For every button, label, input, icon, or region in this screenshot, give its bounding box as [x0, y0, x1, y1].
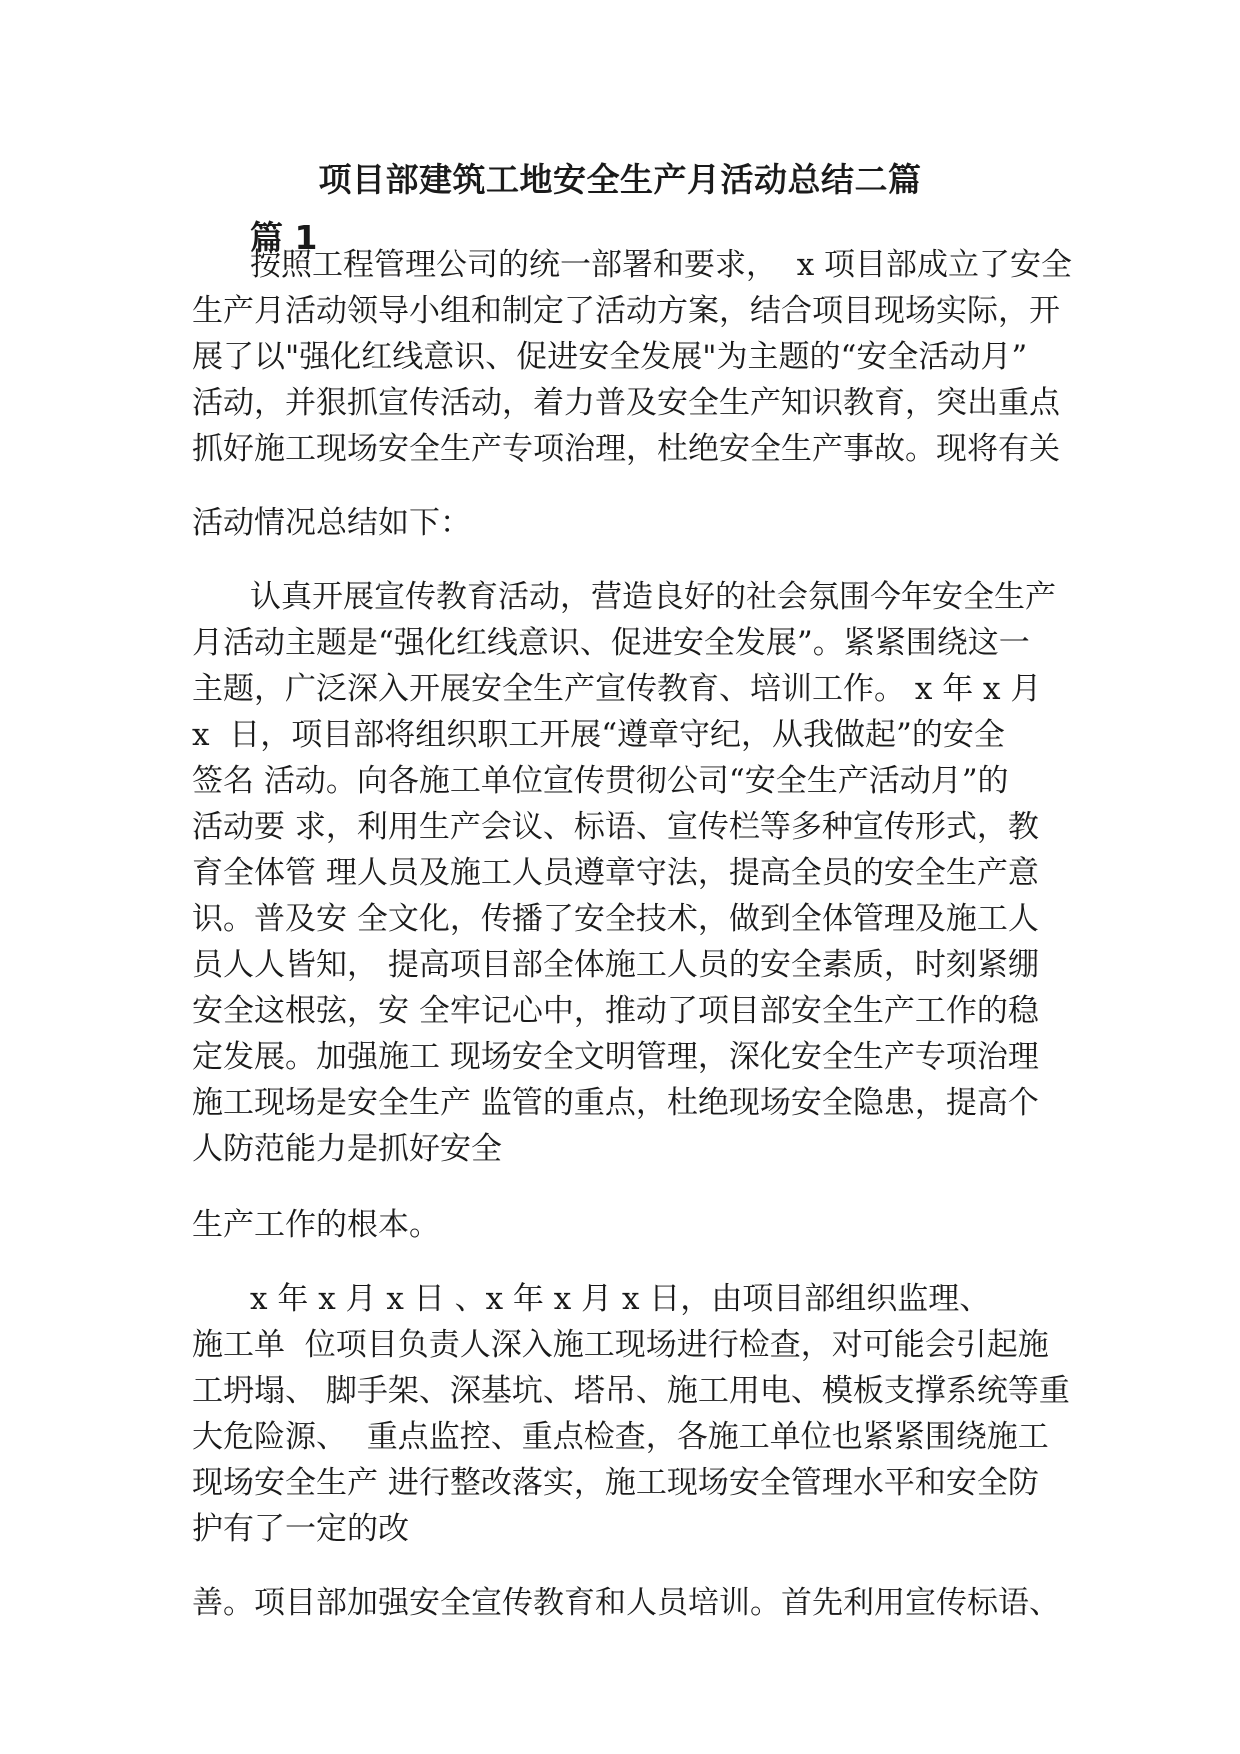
- text-line: 识。普及安 全文化，传播了安全技术，做到全体管理及施工人: [192, 901, 1039, 937]
- text-line: 月活动主题是“强化红线意识、促进安全发展”。紧紧围绕这一: [192, 625, 1030, 661]
- text-line: 人防范能力是抓好安全: [192, 1131, 502, 1167]
- text-line: 按照工程管理公司的统一部署和要求， x 项目部成立了安全: [250, 247, 1073, 283]
- text-line: 活动要 求，利用生产会议、标语、宣传栏等多种宣传形式，教: [192, 809, 1039, 845]
- text-line: 签名 活动。向各施工单位宣传贯彻公司“安全生产活动月”的: [192, 763, 1009, 799]
- text-line: 展了以"强化红线意识、促进安全发展"为主题的“安全活动月”: [192, 339, 1028, 375]
- document-title: 项目部建筑工地安全生产月活动总结二篇: [318, 160, 922, 199]
- section-heading: 篇 1: [250, 218, 318, 257]
- text-line: 生产月活动领导小组和制定了活动方案，结合项目现场实际，开: [192, 293, 1060, 329]
- text-line: 施工现场是安全生产 监管的重点，杜绝现场安全隐患，提高个: [192, 1085, 1039, 1121]
- text-line: 主题，广泛深入开展安全生产宣传教育、培训工作。 x 年 x 月: [192, 671, 1042, 707]
- text-line: 护有了一定的改: [192, 1511, 409, 1547]
- text-line: x 年 x 月 x 日 、x 年 x 月 x 日，由项目部组织监理、: [250, 1281, 991, 1317]
- text-line: 认真开展宣传教育活动，营造良好的社会氛围今年安全生产: [250, 579, 1056, 615]
- text-line: 安全这根弦，安 全牢记心中，推动了项目部安全生产工作的稳: [192, 993, 1039, 1029]
- text-line: 育全体管 理人员及施工人员遵章守法，提高全员的安全生产意: [192, 855, 1039, 891]
- text-line: 活动情况总结如下：: [192, 505, 471, 541]
- text-line: 施工单 位项目负责人深入施工现场进行检查，对可能会引起施: [192, 1327, 1049, 1363]
- text-line: 工坍塌、 脚手架、深基坑、塔吊、施工用电、模板支撑系统等重: [192, 1373, 1070, 1409]
- text-line: x 日，项目部将组织职工开展“遵章守纪，从我做起”的安全: [192, 717, 1005, 753]
- text-line: 善。项目部加强安全宣传教育和人员培训。首先利用宣传标语、: [192, 1585, 1060, 1621]
- text-line: 现场安全生产 进行整改落实，施工现场安全管理水平和安全防: [192, 1465, 1039, 1501]
- text-line: 员人人皆知， 提高项目部全体施工人员的安全素质，时刻紧绷: [192, 947, 1039, 983]
- text-line: 定发展。加强施工 现场安全文明管理，深化安全生产专项治理: [192, 1039, 1039, 1075]
- text-line: 活动，并狠抓宣传活动，着力普及安全生产知识教育，突出重点: [192, 385, 1060, 421]
- text-line: 大危险源、 重点监控、重点检查，各施工单位也紧紧围绕施工: [192, 1419, 1049, 1455]
- text-line: 生产工作的根本。: [192, 1207, 440, 1243]
- text-line: 抓好施工现场安全生产专项治理，杜绝安全生产事故。现将有关: [192, 431, 1060, 467]
